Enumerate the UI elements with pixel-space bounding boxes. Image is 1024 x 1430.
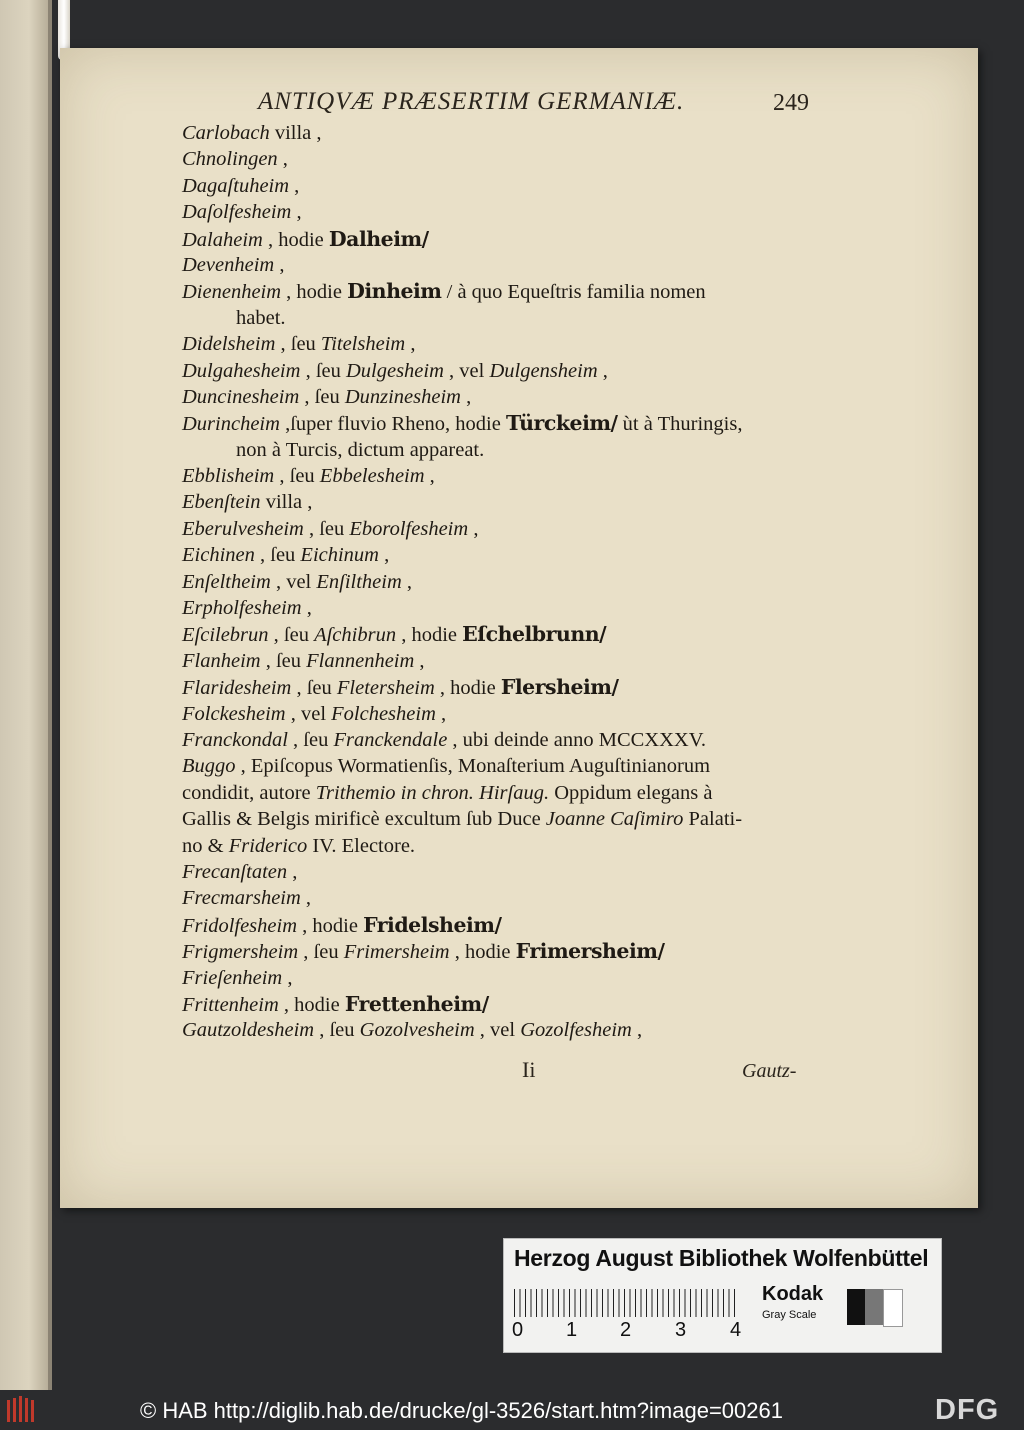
text-run: , ſeu xyxy=(260,649,307,672)
place-name: Frimersheim xyxy=(343,941,450,964)
text-line xyxy=(182,753,842,779)
text-run: , hodie xyxy=(278,993,345,1016)
blackletter-name: Frettenheim/ xyxy=(344,991,489,1016)
text-run: , xyxy=(401,570,413,593)
blackletter-name: Dalheim/ xyxy=(328,226,429,251)
place-name: Flaridesheim xyxy=(182,677,292,700)
text-run: , xyxy=(405,333,416,356)
place-name: Fletersheim xyxy=(336,677,435,700)
text-run: , xyxy=(291,201,302,224)
text-run: , ſeu xyxy=(275,333,321,356)
text-line xyxy=(182,410,842,436)
place-name: Eſcilebrun xyxy=(182,624,269,647)
blackletter-name: Türckeim/ xyxy=(505,411,618,436)
text-run: villa , xyxy=(269,122,322,144)
text-run: , xyxy=(424,465,435,488)
text-run: , ſeu xyxy=(303,517,350,540)
place-name: Gautzoldesheim xyxy=(182,1019,315,1042)
place-name: Eberulvesheim xyxy=(182,517,304,540)
place-name: Devenheim xyxy=(182,253,275,276)
place-name: Folckesheim xyxy=(182,702,286,725)
text-line xyxy=(182,912,842,938)
text-run: , hodie xyxy=(297,914,364,937)
text-line xyxy=(182,727,842,753)
place-name: Eichinen xyxy=(182,544,255,567)
place-name: Didelsheim xyxy=(182,333,276,356)
text-line xyxy=(182,595,842,621)
text-line xyxy=(182,648,842,674)
place-name: Chnolingen xyxy=(182,148,278,171)
page-number: 249 xyxy=(773,90,809,116)
text-run: , ſeu xyxy=(274,465,320,488)
place-name: Dagaſtuheim xyxy=(182,174,290,197)
scale-ruler xyxy=(514,1289,736,1317)
text-line xyxy=(182,621,842,647)
text-line xyxy=(182,331,842,357)
place-name: Dulgesheim xyxy=(345,359,444,382)
dfg-logo: DFG xyxy=(935,1394,1000,1426)
text-line xyxy=(182,173,842,199)
text-run: , xyxy=(597,359,608,382)
text-line xyxy=(182,384,842,410)
text-run: , hodie xyxy=(281,281,348,304)
text-run: , xyxy=(287,860,298,883)
text-line xyxy=(182,463,842,489)
text-run: , ſeu xyxy=(254,544,301,567)
text-run: , ſeu xyxy=(300,359,346,382)
text-line xyxy=(182,305,842,331)
text-run: habet. xyxy=(236,306,286,329)
place-name: Flanheim xyxy=(182,649,261,672)
place-name: Duncinesheim xyxy=(182,385,300,408)
text-line xyxy=(182,252,842,278)
catchword: Gautz- xyxy=(742,1060,797,1082)
text-run: , xyxy=(379,544,390,567)
text-run: , vel xyxy=(474,1019,521,1042)
ruler-number: 2 xyxy=(620,1319,632,1341)
ruler-number: 1 xyxy=(566,1319,578,1341)
text-run: , hodie xyxy=(396,624,463,647)
text-run: , Epiſcopus Wormatienſis, Monaſterium Auguſtinianorum xyxy=(235,755,711,778)
place-name: Ebenſtein xyxy=(182,491,261,514)
place-name: Friderico xyxy=(228,834,308,857)
place-name: Fridolfesheim xyxy=(182,914,298,937)
footer-bar xyxy=(0,1390,1024,1430)
place-name: Flannenheim xyxy=(306,649,415,672)
text-run: / à quo Equeſtris familia nomen xyxy=(441,281,706,304)
blackletter-name: Eſchelbrunn/ xyxy=(462,622,607,647)
text-line xyxy=(182,489,842,515)
text-line xyxy=(182,780,842,806)
text-run: , ſeu xyxy=(299,385,345,408)
text-run: , xyxy=(435,702,447,725)
text-run: Oppidum elegans à xyxy=(549,781,713,804)
text-run: , ubi deinde anno MCCXXXV. xyxy=(447,728,707,751)
place-name: Dunzinesheim xyxy=(344,385,461,408)
text-line xyxy=(182,358,842,384)
text-run: , xyxy=(282,966,293,989)
place-name: Buggo xyxy=(182,755,236,778)
gray-swatch-black xyxy=(847,1289,865,1325)
text-run: , ſeu xyxy=(268,624,315,647)
ruler-number: 0 xyxy=(512,1319,524,1341)
text-run: , xyxy=(277,148,288,171)
gray-swatch-white xyxy=(883,1289,903,1327)
place-name: Eborolfesheim xyxy=(349,517,469,540)
footer-copyright-link[interactable]: © HAB http://diglib.hab.de/drucke/gl-3526/start.htm?image=00261 xyxy=(140,1398,783,1423)
text-run: non à Turcis, dictum appareat. xyxy=(236,438,485,461)
text-run: , xyxy=(460,385,472,408)
place-name: Frecanſtaten xyxy=(182,860,288,883)
text-run: , xyxy=(301,597,312,620)
text-run: Palati- xyxy=(683,808,743,831)
text-run: , ſeu xyxy=(287,728,334,751)
text-run: ,ſuper fluvio Rheno, hodie xyxy=(279,413,506,436)
place-name: Frieſenheim xyxy=(182,966,283,989)
text-line xyxy=(182,120,842,146)
place-name: Frigmersheim xyxy=(182,941,299,964)
ruler-number: 4 xyxy=(730,1319,742,1341)
text-line xyxy=(182,885,842,911)
blackletter-name: Frimersheim/ xyxy=(515,939,665,964)
card-title: Herzog August Bibliothek Wolfenbüttel xyxy=(514,1245,929,1271)
text-run: Gallis & Belgis mirificè excultum ſub Duce xyxy=(182,808,546,831)
text-line xyxy=(182,569,842,595)
text-line xyxy=(182,226,842,252)
gray-scale-label: Gray Scale xyxy=(762,1309,817,1321)
place-name: Frittenheim xyxy=(182,993,279,1016)
place-name: Franckendale xyxy=(333,728,448,751)
text-line xyxy=(182,991,842,1017)
text-run: , ſeu xyxy=(314,1019,360,1042)
place-name: Trithemio in chron. Hirſaug. xyxy=(315,781,550,804)
place-name: Erpholfesheim xyxy=(182,597,302,620)
text-line xyxy=(182,1017,842,1043)
place-name: Gozolfesheim xyxy=(520,1019,632,1042)
place-name: Enſiltheim xyxy=(316,570,402,593)
text-line xyxy=(182,965,842,991)
place-name: Dalaheim xyxy=(182,228,263,251)
text-run: ùt à Thuringis, xyxy=(617,413,743,436)
place-name: Joanne Caſimiro xyxy=(545,808,684,831)
place-name: Aſchibrun xyxy=(314,624,397,647)
running-head: ANTIQVÆ PRÆSERTIM GERMANIÆ. xyxy=(258,88,685,115)
text-run: , vel xyxy=(285,702,332,725)
text-run: , ſeu xyxy=(291,677,337,700)
text-line xyxy=(182,146,842,172)
place-name: Franckondal xyxy=(182,728,288,751)
previous-page-edge xyxy=(0,0,48,1390)
blackletter-name: Fridelsheim/ xyxy=(363,912,502,937)
text-run: , xyxy=(631,1019,643,1042)
text-line xyxy=(182,701,842,727)
text-run: , xyxy=(414,649,425,672)
place-name: Dienenheim xyxy=(182,281,282,304)
place-name: Carlobach xyxy=(182,122,270,144)
text-run: , ſeu xyxy=(298,941,344,964)
place-name: Ebblisheim xyxy=(182,465,275,488)
place-name: Frecmarsheim xyxy=(182,887,301,910)
text-line xyxy=(182,833,842,859)
text-line xyxy=(182,674,842,700)
text-line xyxy=(182,199,842,225)
blackletter-name: Flersheim/ xyxy=(500,675,619,700)
kodak-logo: Kodak xyxy=(762,1283,824,1305)
place-name: Ebbelesheim xyxy=(319,465,425,488)
text-line xyxy=(182,542,842,568)
text-run: , hodie xyxy=(449,941,516,964)
text-line xyxy=(182,806,842,832)
text-line xyxy=(182,437,842,463)
text-line xyxy=(182,516,842,542)
library-color-card xyxy=(503,1238,942,1353)
text-run: no & xyxy=(182,834,229,857)
text-run: , hodie xyxy=(262,228,329,251)
text-block xyxy=(182,120,842,1044)
place-name: Dulgahesheim xyxy=(182,359,301,382)
place-name: Daſolfesheim xyxy=(182,201,292,224)
text-run: condidit, autore xyxy=(182,781,316,804)
ruler-number: 3 xyxy=(675,1319,687,1341)
text-run: , xyxy=(289,174,300,197)
place-name: Durincheim xyxy=(182,413,280,436)
text-run: , xyxy=(468,517,479,540)
place-name: Enſeltheim xyxy=(182,570,271,593)
place-name: Eichinum xyxy=(300,544,379,567)
blackletter-name: Dinheim xyxy=(347,279,442,304)
place-name: Titelsheim xyxy=(320,333,406,356)
text-run: IV. Electore. xyxy=(307,834,416,857)
text-line xyxy=(182,278,842,304)
text-run: , hodie xyxy=(434,677,501,700)
text-run: , xyxy=(300,887,312,910)
hab-logo-icon xyxy=(6,1396,36,1424)
text-run: villa , xyxy=(260,491,313,514)
gray-swatch-mid xyxy=(865,1289,883,1325)
place-name: Dulgensheim xyxy=(489,359,598,382)
place-name: Gozolvesheim xyxy=(359,1019,475,1042)
text-line xyxy=(182,859,842,885)
text-run: , xyxy=(274,253,285,276)
place-name: Folchesheim xyxy=(331,702,436,725)
page-gutter-shadow xyxy=(48,0,52,1390)
text-run: , vel xyxy=(270,570,317,593)
text-line xyxy=(182,938,842,964)
signature-mark: Ii xyxy=(522,1057,536,1082)
text-run: , vel xyxy=(443,359,490,382)
